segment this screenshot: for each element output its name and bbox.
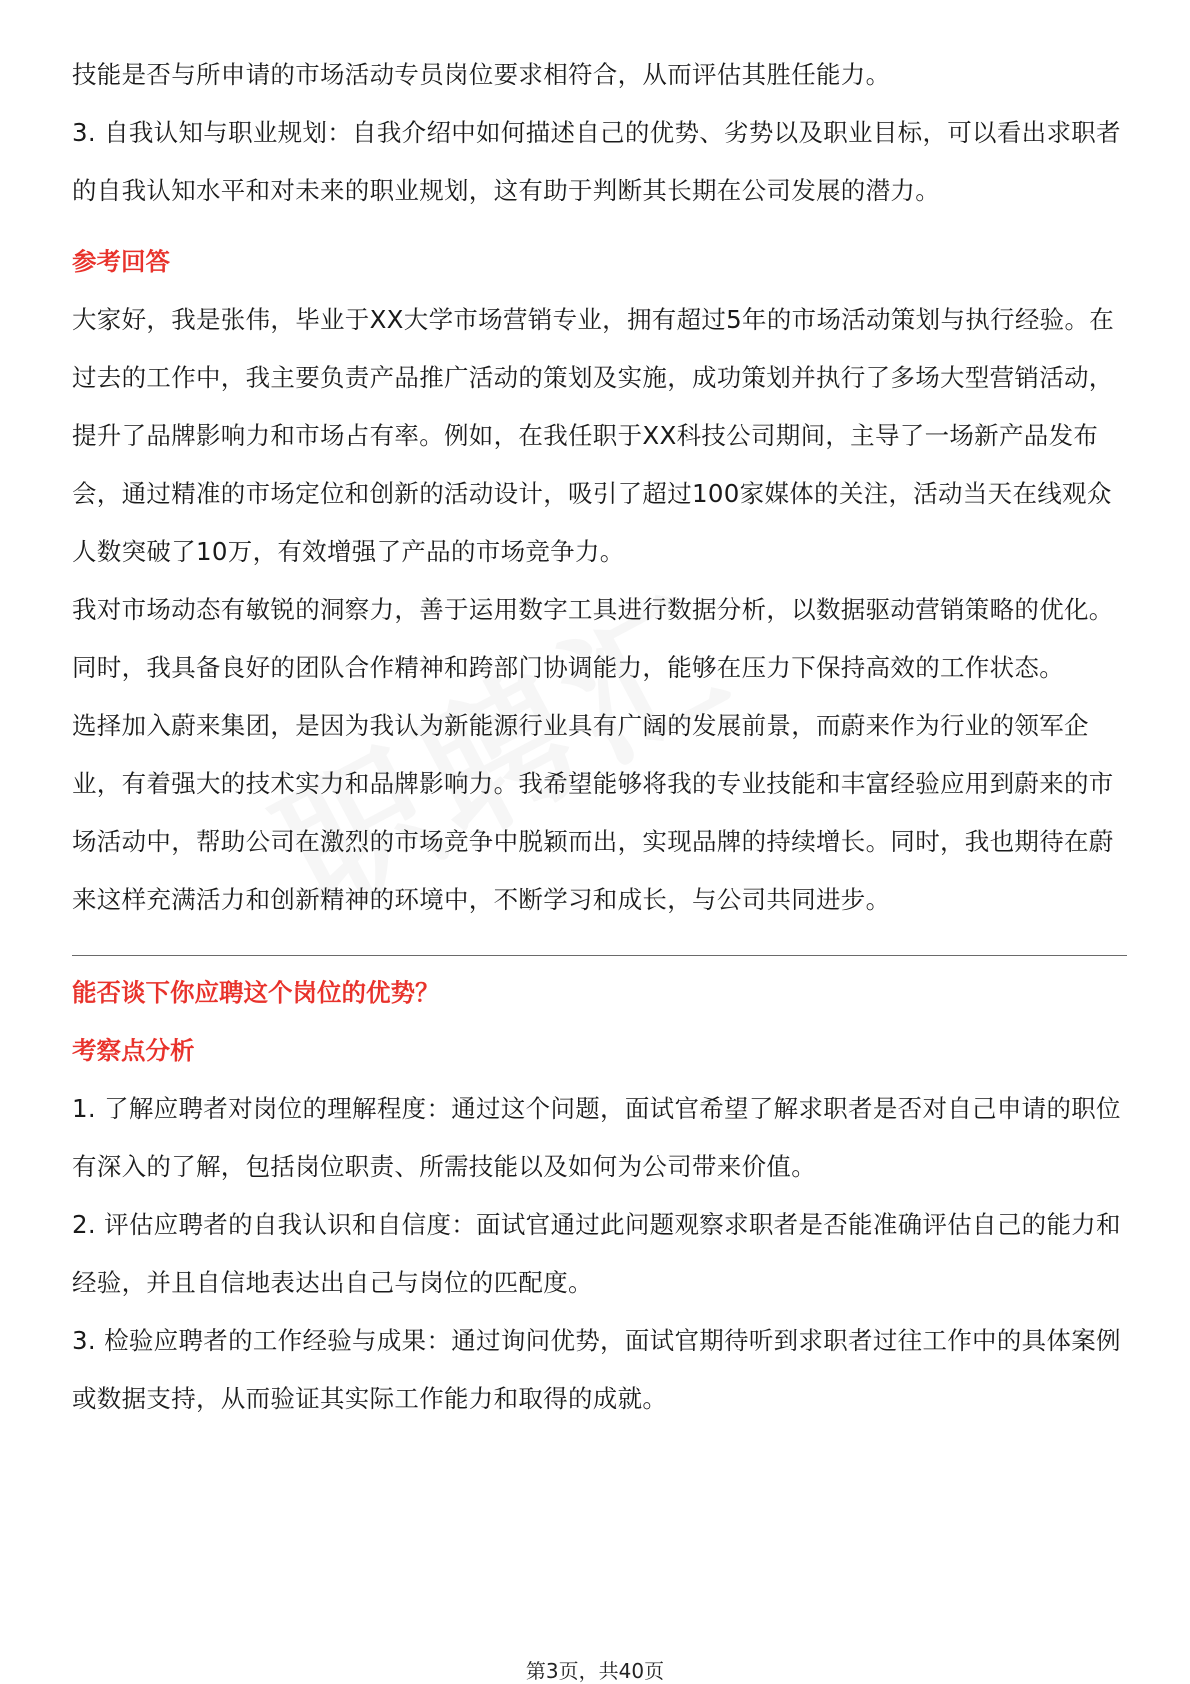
answer-paragraph-2: 我对市场动态有敏锐的洞察力，善于运用数字工具进行数据分析，以数据驱动营销策略的优化。同时，我具备良好的团队合作精神和跨部门协调能力，能够在压力下保持高效的工作状态。 [72, 595, 1114, 682]
answer-paragraph-3: 选择加入蔚来集团，是因为我认为新能源行业具有广阔的发展前景，而蔚来作为行业的领军企业，有着强大的技术实力和品牌影响力。我希望能够将我的专业技能和丰富经验应用到蔚来的市场活动中，帮助公司在激烈的市场竞争中脱颖而出，实现品牌的持续增长。同时，我也期待在蔚来这样充满活力和创新精神的环境中，不断学习和成长，与公司共同进步。 [72, 711, 1114, 914]
page-content [72, 46, 1127, 1428]
paragraph-continued: 技能是否与所申请的市场活动专员岗位要求相符合，从而评估其胜任能力。 [72, 60, 891, 89]
question-point-2: 2. 评估应聘者的自我认识和自信度：面试官通过此问题观察求职者是否能准确评估自己的能力和经验，并且自信地表达出自己与岗位的匹配度。 [72, 1210, 1121, 1297]
page-number: 第3页，共40页 [525, 1659, 665, 1683]
analysis-heading: 考察点分析 [72, 1036, 195, 1065]
question-point-3: 3. 检验应聘者的工作经验与成果：通过询问优势，面试官期待听到求职者过往工作中的具体案例或数据支持，从而验证其实际工作能力和取得的成就。 [72, 1326, 1121, 1413]
section-divider [72, 955, 1127, 956]
answer-paragraph-1: 大家好，我是张伟，毕业于XX大学市场营销专业，拥有超过5年的市场活动策划与执行经验。在过去的工作中，我主要负责产品推广活动的策划及实施，成功策划并执行了多场大型营销活动，提升了品牌影响力和市场占有率。例如，在我任职于XX科技公司期间，主导了一场新产品发布会，通过精准的市场定位和创新的活动设计，吸引了超过100家媒体的关注，活动当天在线观众人数突破了10万，有效增强了产品的市场竞争力。 [72, 305, 1115, 566]
analysis-point-3: 3. 自我认知与职业规划：自我介绍中如何描述自己的优势、劣势以及职业目标，可以看出求职者的自我认知水平和对未来的职业规划，这有助于判断其长期在公司发展的潜力。 [72, 118, 1121, 205]
reference-answer-heading: 参考回答 [72, 247, 170, 276]
question-point-1: 1. 了解应聘者对岗位的理解程度：通过这个问题，面试官希望了解求职者是否对自己申请的职位有深入的了解，包括岗位职责、所需技能以及如何为公司带来价值。 [72, 1094, 1121, 1181]
question-title: 能否谈下你应聘这个岗位的优势？ [72, 978, 440, 1007]
